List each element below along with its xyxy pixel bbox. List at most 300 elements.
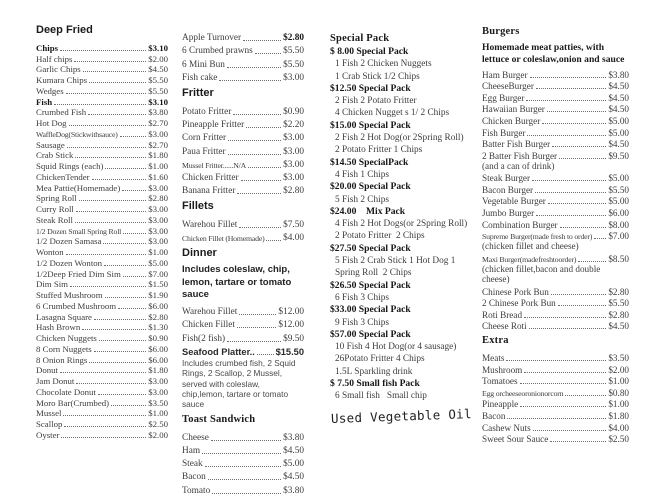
menu-item [182,70,304,83]
dot-leader [228,140,281,141]
dot-leader [506,360,606,361]
item-price: $3.80 [608,69,629,80]
dot-leader [560,227,607,228]
item-price: $3.80 [283,432,304,443]
dot-leader [219,80,281,81]
item-price: $1.00 [148,408,168,419]
item-price: $9.50 [283,333,304,344]
menu-item [182,330,304,343]
dot-leader [248,167,281,168]
item-name: Fish cake [182,72,218,83]
pack-line: 4 Fish 2 Hot Dogs(or 2Spring Roll) [335,219,468,230]
menu-item [182,317,304,330]
item-price: $4.50 [148,64,168,75]
item-price: $2.80 [283,33,304,44]
dot-leader [237,327,276,328]
item-price: $3.80 [283,485,304,496]
item-name: Chicken Burger [482,115,541,126]
dot-leader [550,441,606,442]
dot-leader [118,308,146,309]
item-price: $5.00 [608,196,629,207]
item-name: Vegetable Burger [482,196,546,207]
dot-leader [594,238,606,239]
item-price: $3.10 [148,42,168,53]
item-price: $1.00 [608,376,629,387]
menu-column-special-pack [330,33,482,403]
item-name: Jumbo Burger [482,207,535,218]
item-price: $1.00 [148,247,168,257]
dot-leader [123,233,146,234]
item-price: $0.80 [608,387,629,398]
dot-leader [83,71,146,72]
section-title: Burgers [482,26,520,37]
item-name: Scallop [36,419,63,429]
item-name: Batter Fish Burger [482,139,551,150]
item-name: 1/2 Dozen Small Spring Roll [36,226,122,236]
pack-line: 9 Fish 3 Chips [335,317,389,328]
dot-leader [111,405,146,406]
item-price: $1.60 [148,171,168,182]
menu-item [182,30,304,43]
menu-item [36,203,168,214]
item-name: Maxi Burger(madefreshtoorder) [482,254,577,264]
dot-leader [104,265,146,266]
dot-leader [552,146,606,147]
item-name: Hash Brown [36,322,81,333]
item-price: $4.50 [608,104,629,115]
section-title: Dinner [182,247,217,260]
dot-leader [241,180,282,181]
item-price: $1.80 [148,365,168,376]
item-price: $1.00 [608,399,629,410]
item-price: $2.20 [283,120,304,131]
menu-item [36,322,168,333]
item-name: Pineapple Fritter [182,120,245,131]
dot-leader [527,135,606,136]
item-price: $2.80 [148,311,168,322]
menu-item [482,195,629,207]
menu-item [482,218,629,230]
menu-item [482,138,629,150]
menu-note: (and a can of drink) [482,160,555,171]
dot-leader [536,88,606,89]
item-name: Egg Burger [482,92,525,103]
dot-leader [70,286,146,287]
menu-item [36,225,168,236]
menu-item [36,311,168,322]
item-name: Warehou Fillet [182,220,238,231]
menu-item [482,285,629,297]
menu-item [482,421,629,433]
item-price: $4.50 [608,321,629,332]
menu-item [36,236,168,247]
menu-item [36,365,168,376]
item-price: $5.00 [608,127,629,138]
dot-leader [565,395,606,396]
menu-item [482,103,629,115]
item-price: $2.00 [608,364,629,375]
item-price: $4.50 [283,446,304,457]
item-name: Fish [36,96,53,107]
item-name: Tomato [182,485,211,496]
dot-leader [99,340,146,341]
dot-leader [257,354,274,355]
menu-item [36,257,168,268]
menu-item [182,230,304,243]
item-name: Roti Bread [482,309,523,320]
item-name: 6 Crumbed Mushroom [36,300,117,311]
menu-note: (chicken fillet,bacon and double cheese) [482,263,601,285]
menu-item [482,91,629,103]
menu-item [36,182,168,193]
dot-leader [529,328,607,329]
item-name: Bacon [182,472,206,483]
item-price: $3.00 [148,236,168,247]
item-price: $1.50 [148,279,168,290]
item-name: 6 Mini Bun [182,59,225,70]
dot-leader [61,437,146,438]
pack-line: 5 Fish 2 Crab Stick 1 Hot Dog 1 [335,256,456,267]
item-name: Chips [36,42,59,53]
menu-item [182,117,304,130]
menu-item [482,206,629,218]
item-price: $3.00 [148,182,168,193]
item-name: 8 Corn Nuggets [36,343,92,354]
dot-leader [524,372,606,373]
menu-item [482,297,629,309]
dot-leader [88,114,146,115]
menu-column-fritter-fillets-dinner [182,30,304,496]
item-price: $1.80 [608,411,629,422]
menu-note: (chicken fillet and cheese) [482,241,579,252]
menu-item [36,139,168,150]
dot-leader [533,430,607,431]
menu-item [36,289,168,300]
dot-leader [63,415,146,416]
dot-leader [233,114,281,115]
item-price: $3.00 [148,376,168,386]
menu-item [36,193,168,204]
dot-leader [532,180,606,181]
item-name: 2 Chinese Pork Bun [482,298,556,309]
menu-item [482,398,629,410]
dot-leader [228,154,281,155]
menu-item [36,279,168,290]
pack-header: $24.00 Mix Pack [330,205,406,217]
item-name: Wedges [36,85,64,96]
pack-line: 2 Potato Fritter 1 Chips [335,145,423,156]
pack-header: $14.50 SpecialPack [330,156,409,168]
item-price: $0.90 [148,333,168,343]
item-name: Seafood Platter.. [182,346,255,357]
item-name: Garlic Chips [36,64,81,75]
menu-item [36,150,168,161]
item-price: $4.50 [283,472,304,483]
item-name: Sausage [36,139,65,150]
pack-line: 2 Potato Fritter 2 Chips [335,231,425,242]
item-name: Lasagna Square [36,311,92,322]
item-price: $6.00 [148,300,168,311]
item-name: Moro Bar(Crumbed) [36,397,110,408]
item-name: Donut [36,365,58,376]
item-name: Crumbed Fish [36,107,87,118]
item-name: Chicken Fillet (Homemade) [182,234,265,244]
menu-item [36,354,168,365]
pack-line: 2 Fish 2 Potato Fritter [335,96,417,107]
item-name: Cheese [182,432,209,443]
menu-item [482,230,629,242]
dot-leader [547,111,606,112]
dot-leader [208,479,281,480]
menu-item [36,300,168,311]
dot-leader [542,123,606,124]
item-price: $5.00 [608,173,629,184]
pack-line: Spring Roll 2 Chips [335,268,412,279]
item-price: $3.10 [148,96,168,107]
item-price: $5.00 [148,257,168,268]
menu-item [36,107,168,118]
menu-item [182,183,304,196]
item-price: $6.00 [148,343,168,354]
menu-item [36,332,168,343]
dot-leader [98,394,146,395]
pack-line: 1 Fish 2 Chicken Nuggets [335,59,432,70]
dot-leader [558,305,607,306]
dot-leader [524,317,606,318]
item-name: Hot Dog [36,118,67,128]
dot-leader [205,466,281,467]
dot-leader [105,168,146,169]
item-price: $3.50 [148,397,168,408]
menu-item [182,130,304,143]
pack-header: $15.00 Special Pack [330,119,411,131]
menu-item [182,43,304,56]
item-name: Ham [182,446,201,457]
item-price: $3.00 [148,214,168,225]
menu-item [182,157,304,170]
pack-line: 2 Fish 2 Hot Dog(or 2Spring Roll) [335,133,464,144]
item-name: Mea Pattie(Homemade) [36,182,121,193]
item-name: Ham Burger [482,69,528,80]
item-name: Mussel [36,408,62,419]
item-name: Cashew Nuts [482,422,531,433]
item-name: Mussel Fritter......N/A [182,160,247,170]
menu-item [36,74,168,85]
menu-item [36,53,168,64]
item-price: $3.80 [148,107,168,118]
menu-item [36,214,168,225]
item-price: $7.50 [283,220,304,231]
dot-leader [76,383,146,384]
item-price: $2.80 [283,186,304,197]
section-title: Deep Fried [36,24,93,36]
dot-leader [211,440,281,441]
menu-item [482,149,629,161]
item-price: $7.00 [608,231,629,242]
section-title: Toast Sandwich [182,413,256,425]
dot-leader [239,314,276,315]
item-price: $5.50 [148,85,168,96]
menu-item [482,114,629,126]
menu-item [36,42,168,53]
item-price: $3.00 [148,204,168,214]
dot-leader [123,276,146,277]
item-price: $2.00 [148,429,168,440]
menu-item [482,183,629,195]
item-price: $6.00 [148,354,168,365]
pack-header: $20.00 Special Pack [330,181,411,193]
item-price: $2.80 [608,309,629,320]
section-title: Fritter [182,86,214,99]
pack-line: 4 Chicken Nugget s 1/ 2 Chips [335,108,450,119]
item-name: Apple Turnover [182,33,242,44]
item-price: $0.90 [283,106,304,117]
menu-item [482,386,629,398]
menu-item [182,482,304,495]
pack-header: $ 8.00 Special Pack [330,46,409,57]
dot-leader [76,211,146,212]
item-price: $4.50 [608,139,629,150]
menu-item [36,268,168,279]
dot-leader [103,243,146,244]
dot-leader [105,297,147,298]
item-price: $1.80 [148,150,168,161]
item-price: $5.50 [283,59,304,70]
item-price: $12.00 [278,320,304,331]
item-name: Chinese Pork Bun [482,286,549,297]
item-name: Corn Fritter [182,133,227,144]
item-price: $2.50 [608,434,629,445]
pack-line: 10 Fish 4 Hot Dog(or 4 sausage) [335,342,457,353]
dot-leader [75,222,146,223]
section-title: Extra [482,335,509,347]
dot-leader [212,493,281,494]
item-name: Curry Roll [36,204,74,214]
item-price: $3.00 [148,386,168,397]
pack-line: 6 Fish 3 Chips [335,292,389,303]
dot-leader [94,319,146,320]
item-name: Stuffed Mushroom [36,290,103,300]
item-price: $2.00 [148,53,168,64]
dot-leader [60,372,146,373]
dot-leader [526,100,606,101]
item-name: 2 Batter Fish Burger [482,150,558,161]
item-name: Chocolate Donut [36,386,96,397]
item-price: $6.00 [608,207,629,218]
dot-leader [578,261,606,262]
menu-item [482,308,629,320]
pack-line: 1 Crab Stick 1/2 Chips [335,71,420,82]
item-name: Oyster [36,429,60,440]
menu-item [482,363,629,375]
menu-item [182,56,304,69]
menu-item [36,408,168,419]
item-name: Half chips [36,53,73,64]
menu-item [482,375,629,387]
item-price: $7.00 [148,268,168,279]
item-price: $3.50 [608,353,629,364]
dot-leader [64,426,146,427]
item-name: 8 Onion Rings [36,354,88,365]
section-description: Homemade meat patties, with lettuce or coleslaw,onion and sauce [482,42,625,65]
pack-header: $57.00 Special Pack [330,328,411,340]
dot-leader [122,190,146,191]
menu-item [36,375,168,386]
item-price: $4.50 [608,81,629,92]
item-price: $9.50 [608,150,629,161]
dot-leader [266,240,281,241]
pack-header: $33.00 Special Pack [330,304,411,316]
dot-leader [120,136,147,137]
item-name: Pineapple [482,399,519,410]
menu-item [182,304,304,317]
item-price: $5.50 [608,184,629,195]
dot-leader [246,127,281,128]
item-name: Jam Donut [36,376,75,386]
item-price: $3.00 [283,146,304,157]
menu-item [36,117,168,128]
menu-item [182,143,304,156]
item-name: Supreme Burger(made fresh to order) [482,232,593,242]
menu-item [182,469,304,482]
menu-item [36,397,168,408]
item-price: $4.00 [608,422,629,433]
menu-item [36,246,168,257]
item-name: Meats [482,353,505,364]
pack-line: 1.5L Sparkling drink [335,366,413,377]
item-name: Tomatoes [482,376,518,387]
menu-item [36,128,168,139]
dot-leader [507,418,606,419]
item-price: $3.00 [148,128,168,139]
item-name: Paua Fritter [182,146,226,157]
item-price: $12.00 [278,307,304,318]
item-name: Fish Burger [482,127,526,138]
dot-leader [548,203,606,204]
item-name: Mushroom [482,364,523,375]
dot-leader [202,453,281,454]
item-price: $2.80 [608,286,629,297]
dot-leader [239,227,281,228]
menu-item [182,443,304,456]
menu-item [36,160,168,171]
item-price: $3.00 [283,72,304,83]
menu-item [182,104,304,117]
dot-leader [67,147,146,148]
item-name: Sweet Sour Sauce [482,434,549,445]
item-name: Bacon [482,411,506,422]
pack-header: $12.50 Special Pack [330,82,411,94]
dot-leader [237,193,281,194]
pack-line: 26Potato Fritter 4 Chips [335,354,425,365]
section-title: Fillets [182,200,214,213]
item-price: $1.00 [148,161,168,171]
item-price: $15.50 [275,346,304,357]
item-name: Combination Burger [482,219,558,230]
item-price: $2.70 [148,118,168,128]
dot-leader [54,104,146,105]
menu-item [482,409,629,421]
menu-item [482,351,629,363]
dot-leader [243,40,281,41]
menu-item [482,80,629,92]
dot-leader [94,351,146,352]
pack-header: $26.50 Special Pack [330,279,411,291]
menu-item [182,170,304,183]
dot-leader [79,200,146,201]
item-price: $2.70 [148,139,168,150]
pack-header: $27.50 Special Pack [330,242,411,254]
